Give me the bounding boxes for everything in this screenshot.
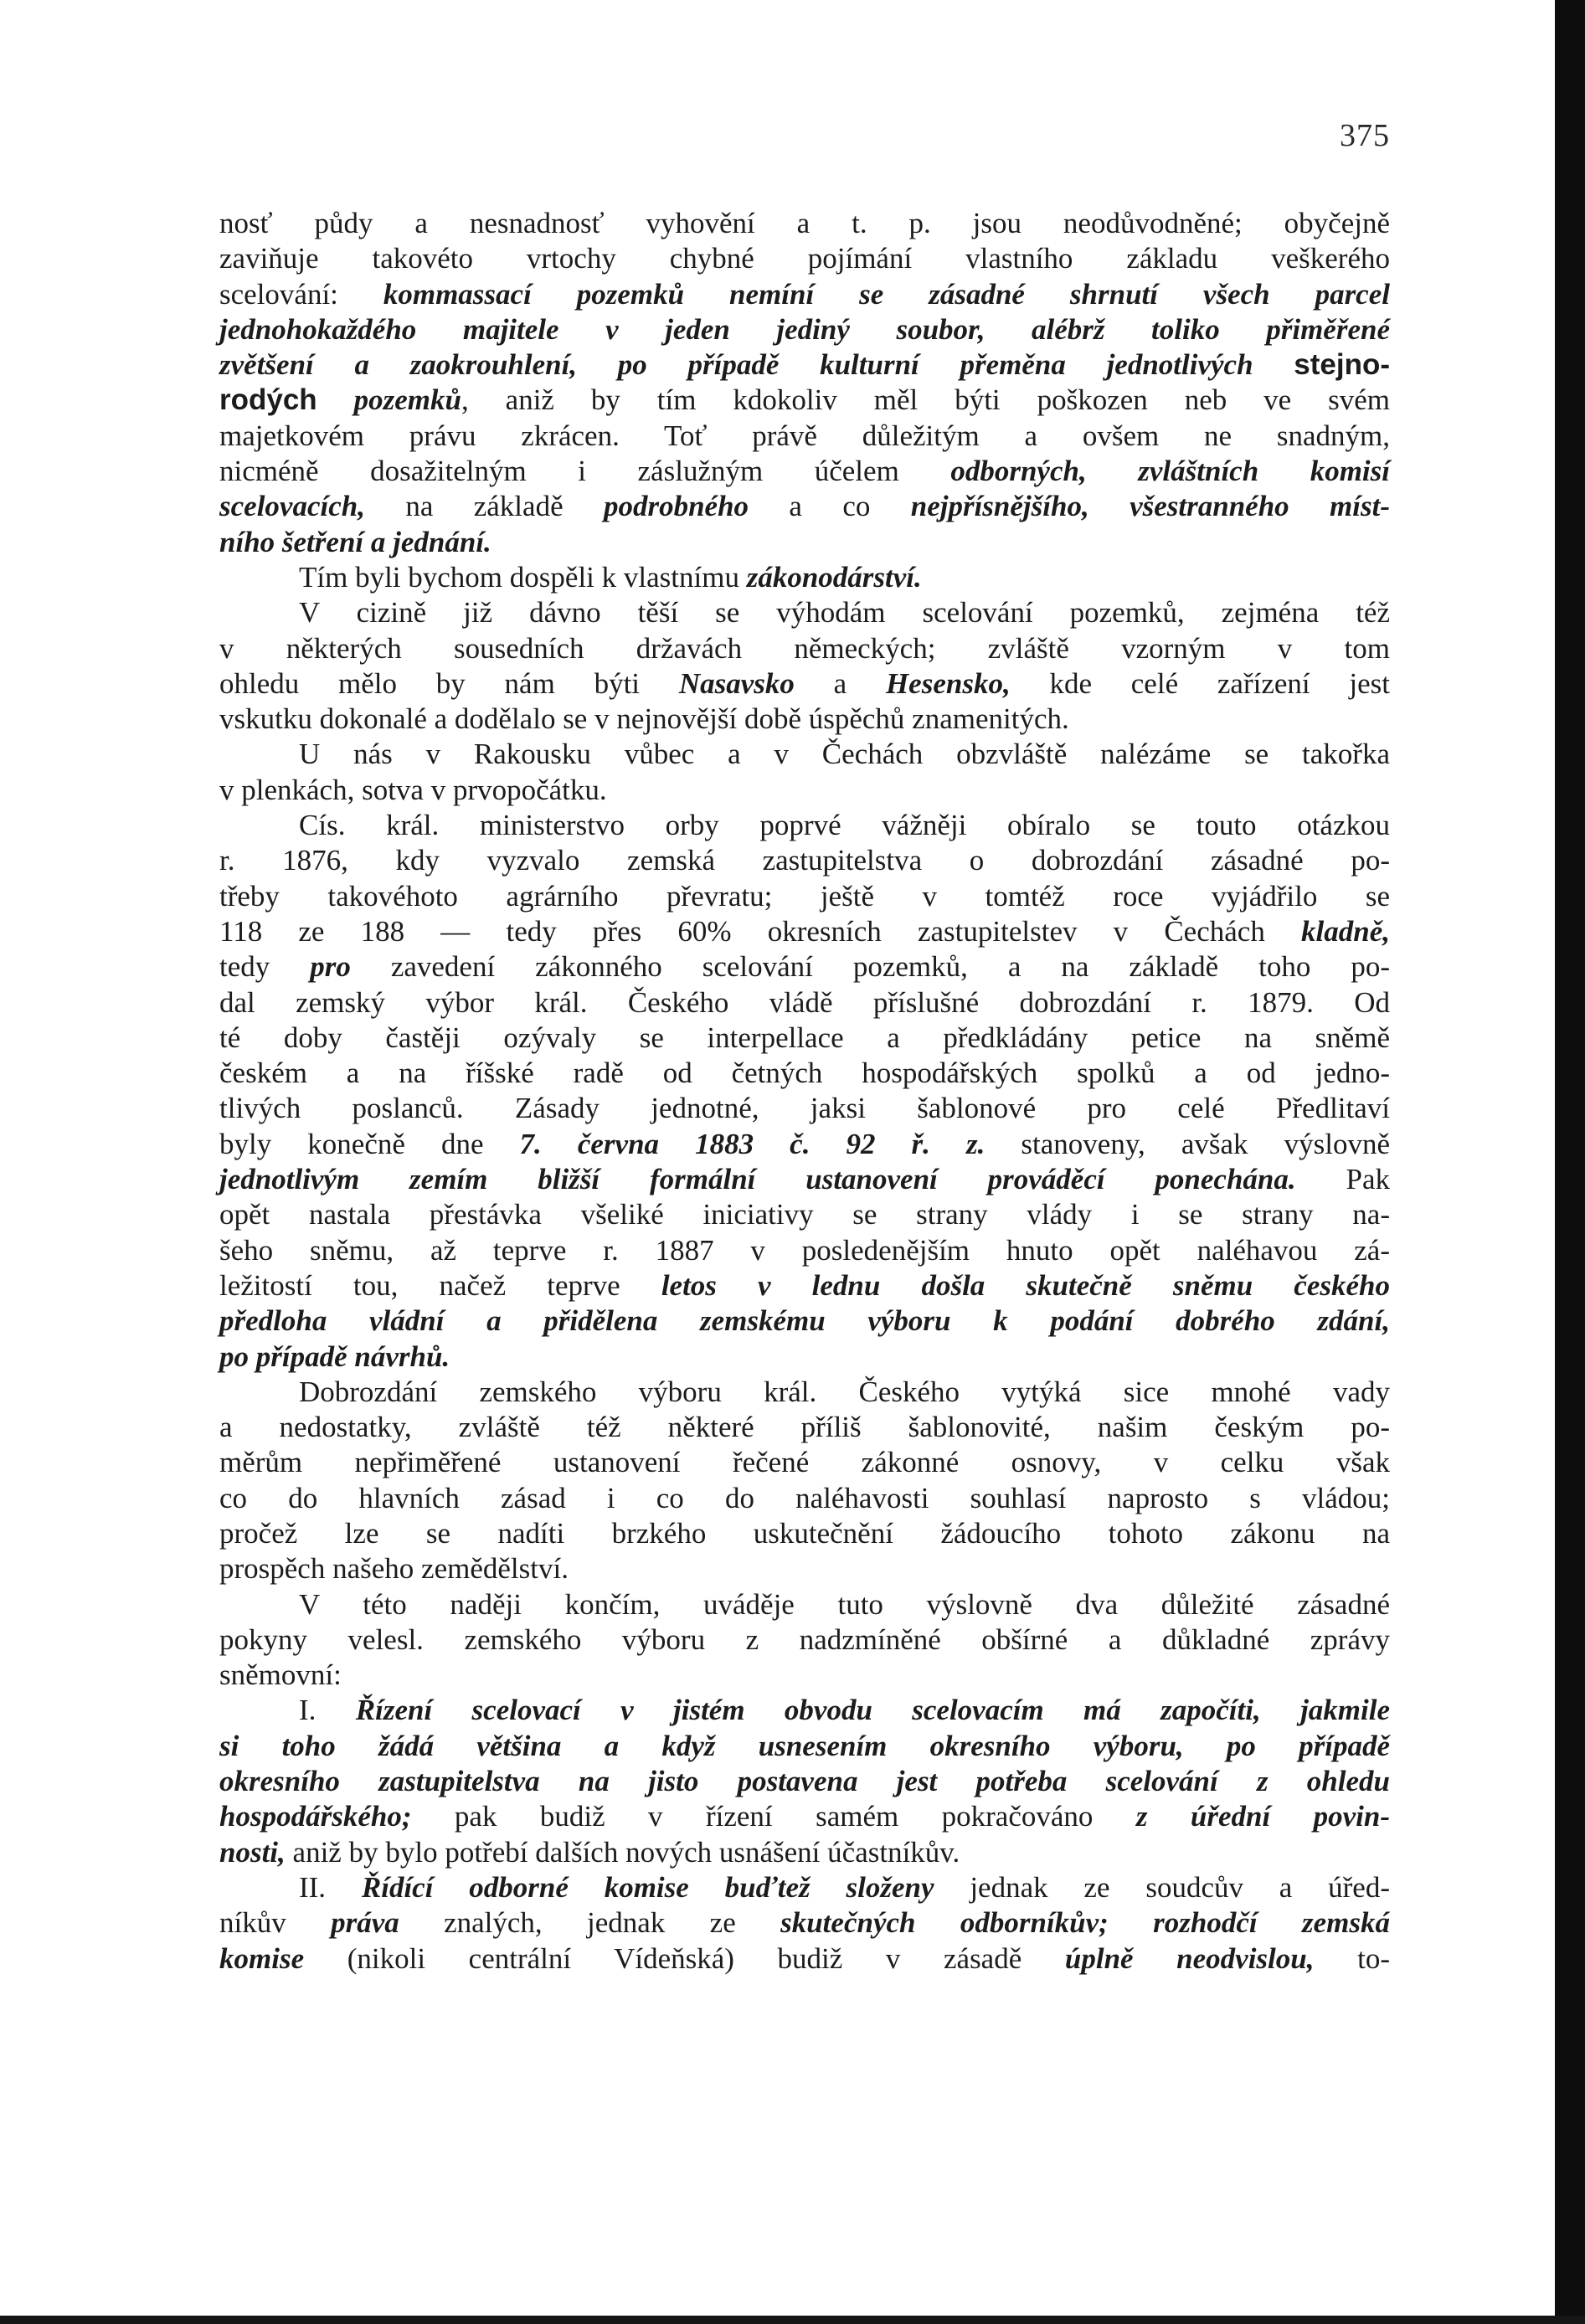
text-line xyxy=(219,1233,1390,1268)
text-line xyxy=(219,489,1390,524)
italic-text: Hesensko, xyxy=(885,666,1011,700)
body-text-segment: okresních zastupitelstev v Čechách xyxy=(731,914,1302,948)
body-text-segment: tedy xyxy=(219,950,311,984)
italic-text: ního šetření a jednání. xyxy=(219,525,491,558)
text-line xyxy=(219,1339,1390,1375)
body-text-segment: byly konečně dne xyxy=(219,1127,520,1160)
italic-text: pozemků xyxy=(316,383,461,417)
italic-text: letos v lednu došla skutečně sněmu českého xyxy=(661,1268,1391,1302)
italic-text: kommassací pozemků nemíní se zásadné shrnutí všech parcel xyxy=(383,277,1390,311)
body-text-segment: níkův xyxy=(219,1906,332,1940)
text-line xyxy=(219,1162,1390,1197)
body-text-segment: co do hlavních zásad i co do naléhavosti souhlasí naprosto s vládou; xyxy=(219,1481,1390,1514)
italic-text: scelovacích, xyxy=(219,490,365,523)
italic-text: pro xyxy=(310,950,351,984)
body-text-segment: kde celé zařízení jest xyxy=(1010,666,1390,700)
body-text-segment xyxy=(1109,1906,1153,1939)
italic-text: kladně, xyxy=(1301,914,1390,948)
italic-text: zvětšení a zaokrouhlení, po případě kulturní přeměna jednotlivých xyxy=(219,348,1294,382)
text-line xyxy=(219,277,1390,312)
italic-text: nosti, xyxy=(219,1835,286,1869)
text-line xyxy=(219,419,1390,454)
body-text-segment: českém a na říšské radě od četných hospodářských spolků a od jedno- xyxy=(219,1057,1390,1090)
body-text-segment: zavedení zákonného scelování pozemků, a na základě toho po- xyxy=(350,950,1391,984)
italic-text: si toho žádá většina a když usnesením okresního výboru, po případě xyxy=(219,1729,1390,1762)
body-text-segment: dal zemský výbor král. Českého vládě příslušné dobrozdání r. 1879. Od xyxy=(219,985,1390,1019)
text-line xyxy=(219,879,1390,914)
body-text-segment: to- xyxy=(1314,1941,1390,1975)
italic-text: skutečných odborníkův; xyxy=(780,1906,1109,1940)
italic-text: nejpřísnějšího, všestranného míst- xyxy=(910,490,1390,523)
body-text-segment: a co xyxy=(749,490,911,523)
body-text-segment: Tím byli bychom dospěli k vlastnímu xyxy=(299,560,747,594)
body-text-segment: nosť půdy a nesnadnosť vyhovění a t. p. jsou neodůvodněné; obyčejně xyxy=(219,207,1390,239)
body-text-segment: ležitostí tou, načež teprve xyxy=(219,1268,661,1302)
body-text-segment: 118 ze 188 — tedy přes 60% xyxy=(219,914,732,948)
body-text-segment: r. 1876, kdy vyzvalo zemská zastupitelstva o dobrozdání zásadné po- xyxy=(219,844,1390,877)
text-line xyxy=(219,843,1390,878)
body-text-segment: šeho sněmu, až teprve r. 1887 v posledenějším hnuto opět naléhavou zá- xyxy=(219,1233,1390,1267)
text-line xyxy=(219,454,1390,489)
text-line xyxy=(219,347,1390,383)
body-text-segment: Dobrozdání zemského výboru král. Českého vytýká sice mnohé vady xyxy=(299,1375,1390,1408)
text-line xyxy=(219,1835,1390,1870)
text-line xyxy=(219,595,1390,630)
text-line xyxy=(219,949,1390,985)
body-text-segment: II. xyxy=(299,1870,362,1904)
body-text-segment: opět nastala přestávka všeliké iniciativy se strany vlády i se strany na- xyxy=(219,1198,1390,1231)
text-line xyxy=(219,560,1390,595)
body-text-segment: na základě xyxy=(364,490,604,523)
body-text-segment: tlivých poslanců. Zásady jednotné, jaksi šablonové pro celé Předlitaví xyxy=(219,1092,1390,1125)
body-text-segment: v plenkách, sotva v prvopočátku. xyxy=(219,773,607,806)
text-line xyxy=(219,312,1390,347)
text-line xyxy=(219,631,1390,666)
italic-text: rozhodčí zemská xyxy=(1153,1906,1390,1940)
text-line xyxy=(219,1091,1390,1126)
text-line xyxy=(219,1941,1390,1977)
text-line xyxy=(219,525,1390,560)
body-text-segment: Cís. král. ministerstvo orby poprvé vážněji obíralo se touto otázkou xyxy=(299,809,1390,842)
italic-text: Řízení scelovací v jistém obvodu scelovacím má započíti, jakmile xyxy=(355,1694,1390,1727)
body-text-segment: majetkovém právu zkrácen. Toť právě důležitým a ovšem ne snadným, xyxy=(219,419,1390,452)
body-text-segment: I. xyxy=(299,1694,356,1727)
bold-sans-text: stejno- xyxy=(1294,348,1390,382)
body-text-segment: vskutku dokonalé a dodělalo se v nejnovější době úspěchů znamenitých. xyxy=(219,702,1069,736)
text-line xyxy=(219,1268,1390,1303)
body-text-segment: (nikoli centrální Vídeňská) budiž v zásadě xyxy=(304,1941,1065,1975)
text-line xyxy=(219,1127,1390,1162)
text-line xyxy=(219,914,1390,949)
text-line xyxy=(219,666,1390,702)
italic-text: z úřední povin- xyxy=(1135,1800,1390,1833)
text-line xyxy=(219,1303,1390,1339)
body-text xyxy=(219,206,1390,1977)
text-line xyxy=(219,1375,1390,1410)
text-line xyxy=(219,1799,1390,1834)
text-line xyxy=(219,1905,1390,1941)
body-text-segment: sněmovní: xyxy=(219,1658,342,1692)
body-text-segment: pak budiž v řízení samém pokračováno xyxy=(411,1800,1136,1833)
text-line xyxy=(219,1658,1390,1693)
italic-text: práva xyxy=(331,1906,399,1940)
text-line xyxy=(219,1551,1390,1586)
italic-text: podrobného xyxy=(603,490,749,523)
page-number: 375 xyxy=(1340,118,1390,153)
text-line xyxy=(219,1587,1390,1622)
body-text-segment: třeby takovéhoto agrárního převratu; ještě v tomtéž roce vyjádřilo se xyxy=(219,879,1390,913)
text-line xyxy=(219,1445,1390,1480)
italic-text: úplně neodvislou, xyxy=(1064,1941,1315,1975)
italic-text: zákonodárství. xyxy=(746,560,922,594)
body-text-segment: U nás v Rakousku vůbec a v Čechách obzvláště nalézáme se takořka xyxy=(299,738,1390,771)
italic-text: po případě návrhů. xyxy=(219,1339,450,1373)
italic-text: komise xyxy=(219,1941,305,1975)
italic-text: Nasavsko xyxy=(678,666,795,700)
page-edge-right xyxy=(1555,0,1585,2324)
body-text-segment: té doby častěji ozývaly se interpellace a předkládány petice na sněmě xyxy=(219,1021,1390,1054)
italic-text: jednohokaždého majitele v jeden jediný soubor, alébrž toliko přiměřené xyxy=(219,312,1390,346)
body-text-segment: jednak ze soudcův a úřed- xyxy=(934,1870,1390,1904)
body-text-segment: pokyny velesl. zemského výboru z nadzmíněné obšírné a důkladné zprávy xyxy=(219,1622,1390,1656)
body-text-segment: pročež lze se nadíti brzkého uskutečnění žádoucího tohoto zákonu na xyxy=(219,1516,1390,1550)
page-edge-bottom xyxy=(0,2316,1585,2324)
body-text-segment: scelování: xyxy=(219,277,383,311)
text-line xyxy=(219,1021,1390,1056)
text-line xyxy=(219,808,1390,843)
body-text-segment: V této naději končím, uváděje tuto výslovně dva důležité zásadné xyxy=(299,1587,1390,1621)
italic-text: 7. června 1883 č. 92 ř. z. xyxy=(519,1127,985,1160)
text-line xyxy=(219,737,1390,772)
text-line xyxy=(219,773,1390,808)
italic-text: hospodářského; xyxy=(219,1800,412,1833)
body-text-segment: nicméně dosažitelným i záslužným účelem xyxy=(219,455,951,488)
italic-text: Řídící odborné komise buďtež složeny xyxy=(361,1870,934,1904)
body-text-segment: Pak xyxy=(1295,1163,1391,1196)
text-line xyxy=(219,1764,1390,1799)
body-text-segment: a xyxy=(794,666,886,700)
text-line xyxy=(219,241,1390,276)
bold-sans-text: rodých xyxy=(219,383,317,417)
text-line xyxy=(219,1516,1390,1551)
text-line xyxy=(219,1622,1390,1658)
body-text-segment: aniž by bylo potřebí dalších nových usnášení účastníkův. xyxy=(285,1835,960,1869)
text-line xyxy=(219,702,1390,737)
text-line xyxy=(219,1056,1390,1091)
text-line xyxy=(219,383,1390,418)
italic-text: jednotlivým zemím bližší formální ustanovení prováděcí ponechána. xyxy=(219,1163,1296,1196)
body-text-segment: a nedostatky, zvláště též některé příliš šablonovité, našim českým po- xyxy=(219,1411,1390,1444)
body-text-segment: ohledu mělo by nám býti xyxy=(219,666,679,700)
body-text-segment: stanoveny, avšak výslovně xyxy=(985,1127,1390,1160)
italic-text: předloha vládní a přidělena zemskému výboru k podání dobrého zdání, xyxy=(219,1304,1390,1338)
text-line xyxy=(219,985,1390,1021)
body-text-segment: V cizině již dávno těší se výhodám scelování pozemků, zejména též xyxy=(299,596,1390,630)
body-text-segment: , aniž by tím kdokoliv měl býti poškozen neb ve svém xyxy=(461,383,1390,417)
text-line xyxy=(219,206,1390,241)
body-text-segment: prospěch našeho zemědělství. xyxy=(219,1552,569,1586)
body-text-segment: měrům nepřiměřené ustanovení řečené zákonné osnovy, v celku však xyxy=(219,1446,1390,1479)
text-line xyxy=(219,1197,1390,1232)
text-line xyxy=(219,1729,1390,1764)
italic-text: okresního zastupitelstva na jisto postavena jest potřeba scelování z ohledu xyxy=(219,1765,1390,1798)
text-line xyxy=(219,1693,1390,1728)
italic-text: odborných, zvláštních komisí xyxy=(950,455,1391,488)
body-text-segment: zaviňuje takovéto vrtochy chybné pojímání vlastního základu veškerého xyxy=(219,242,1390,275)
text-line xyxy=(219,1481,1390,1516)
body-text-segment: v některých sousedních državách německých; zvláště vzorným v tom xyxy=(219,631,1390,665)
body-text-segment: znalých, jednak ze xyxy=(399,1906,781,1940)
text-line xyxy=(219,1870,1390,1905)
text-line xyxy=(219,1410,1390,1445)
